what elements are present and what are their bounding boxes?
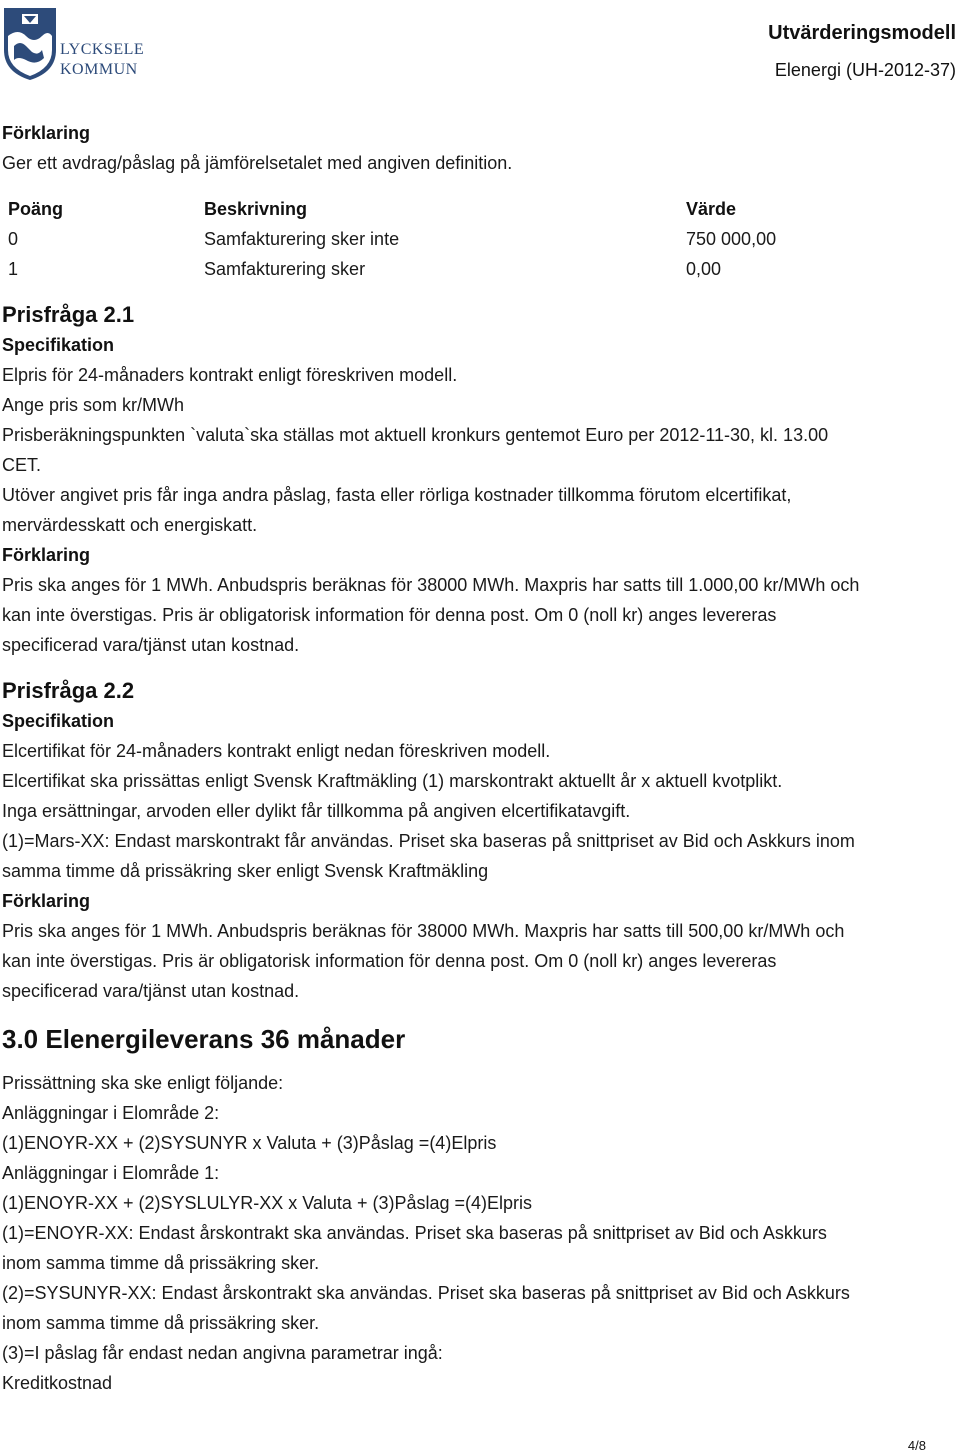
cell-value: 0,00 (686, 259, 722, 279)
document-content (2, 118, 952, 1398)
logo-text-line1: LYCKSELE (60, 41, 145, 58)
score-table-header (2, 194, 886, 224)
q21-spec-line: CET. (2, 455, 42, 475)
document-title: Utvärderingsmodell (768, 22, 956, 44)
q21-spec-label: Specifikation (2, 335, 115, 355)
section3-line: (3)=I påslag får endast nedan angivna parametrar ingå: (2, 1343, 443, 1363)
q21-spec-line: mervärdesskatt och energiskatt. (2, 515, 258, 535)
section3-line: Anläggningar i Elområde 1: (2, 1163, 220, 1183)
cell-description: Samfakturering sker (204, 259, 366, 279)
header-description: Beskrivning (204, 199, 308, 219)
q22-expl-line: kan inte överstigas. Pris är obligatorisk information för denna post. Om 0 (noll kr) anges levereras (2, 951, 777, 971)
q22-expl-line: specificerad vara/tjänst utan kostnad. (2, 981, 300, 1001)
table-row (2, 254, 886, 284)
logo-text-line2: KOMMUN (60, 61, 138, 78)
q22-spec-line: Elcertifikat ska prissättas enligt Svensk Kraftmäkling (1) marskontrakt aktuellt år x aktuell kvotplikt. (2, 771, 783, 791)
cell-value: 750 000,00 (686, 229, 777, 249)
q21-expl-line: specificerad vara/tjänst utan kostnad. (2, 635, 300, 655)
table-row (2, 224, 886, 254)
section3-line: (1)=ENOYR-XX: Endast årskontrakt ska användas. Priset ska baseras på snittpriset av Bid och Askkurs (2, 1223, 827, 1243)
q21-expl-line: Pris ska anges för 1 MWh. Anbudspris beräknas för 38000 MWh. Maxpris har satts till 1.000,00 kr/MWh och (2, 575, 860, 595)
cell-points: 1 (8, 259, 19, 279)
section3-line: Anläggningar i Elområde 2: (2, 1103, 220, 1123)
page-number: 4/8 (907, 1438, 926, 1453)
section3-line: inom samma timme då prissäkring sker. (2, 1253, 320, 1273)
section3-line: (1)ENOYR-XX + (2)SYSLULYR-XX x Valuta + (3)Påslag =(4)Elpris (2, 1193, 533, 1213)
q22-spec-line: samma timme då prissäkring sker enligt Svensk Kraftmäkling (2, 861, 489, 881)
lycksele-kommun-logo (2, 6, 145, 82)
q21-expl-line: kan inte överstigas. Pris är obligatorisk information för denna post. Om 0 (noll kr) anges levereras (2, 605, 777, 625)
q22-spec-label: Specifikation (2, 711, 115, 731)
q21-spec-line: Elpris för 24-månaders kontrakt enligt föreskriven modell. (2, 365, 458, 385)
coat-of-arms-icon (2, 6, 58, 82)
section3-line: (2)=SYSUNYR-XX: Endast årskontrakt ska användas. Priset ska baseras på snittpriset av Bid och Askkurs (2, 1283, 850, 1303)
q21-spec-line: Utöver angivet pris får inga andra påslag, fasta eller rörliga kostnader tillkomma förutom elcertifikat, (2, 485, 792, 505)
q21-spec-line: Prisberäkningspunkten `valuta`ska ställas mot aktuell kronkurs gentemot Euro per 2012-11-30, kl. 13.00 (2, 425, 829, 445)
section3-line: inom samma timme då prissäkring sker. (2, 1313, 320, 1333)
q22-spec-line: Inga ersättningar, arvoden eller dylikt får tillkomma på angiven elcertifikatavgift. (2, 801, 631, 821)
q22-title: Prisfråga 2.2 (2, 678, 135, 703)
header-value: Värde (686, 199, 737, 219)
section3-line: (1)ENOYR-XX + (2)SYSUNYR x Valuta + (3)Påslag =(4)Elpris (2, 1133, 497, 1153)
section3-line: Kreditkostnad (2, 1373, 113, 1393)
cell-points: 0 (8, 229, 19, 249)
logo-text (60, 40, 144, 80)
q22-spec-line: Elcertifikat för 24-månaders kontrakt enligt nedan föreskriven modell. (2, 741, 551, 761)
header-points: Poäng (8, 199, 64, 219)
intro-label: Förklaring (2, 123, 91, 143)
document-subtitle: Elenergi (UH-2012-37) (774, 60, 956, 80)
q22-expl-line: Pris ska anges för 1 MWh. Anbudspris beräknas för 38000 MWh. Maxpris har satts till 500,00 kr/MWh och (2, 921, 845, 941)
q21-expl-label: Förklaring (2, 545, 91, 565)
q22-spec-line: (1)=Mars-XX: Endast marskontrakt får användas. Priset ska baseras på snittpriset av Bid och Askkurs inom (2, 831, 855, 851)
section3-title: 3.0 Elenergileverans 36 månader (2, 1024, 406, 1054)
q21-spec-line: Ange pris som kr/MWh (2, 395, 185, 415)
score-table (2, 194, 886, 284)
q21-title: Prisfråga 2.1 (2, 302, 135, 327)
section3-line: Prissättning ska ske enligt följande: (2, 1073, 284, 1093)
q22-expl-label: Förklaring (2, 891, 91, 911)
intro-text: Ger ett avdrag/påslag på jämförelsetalet med angiven definition. (2, 153, 513, 173)
cell-description: Samfakturering sker inte (204, 229, 400, 249)
